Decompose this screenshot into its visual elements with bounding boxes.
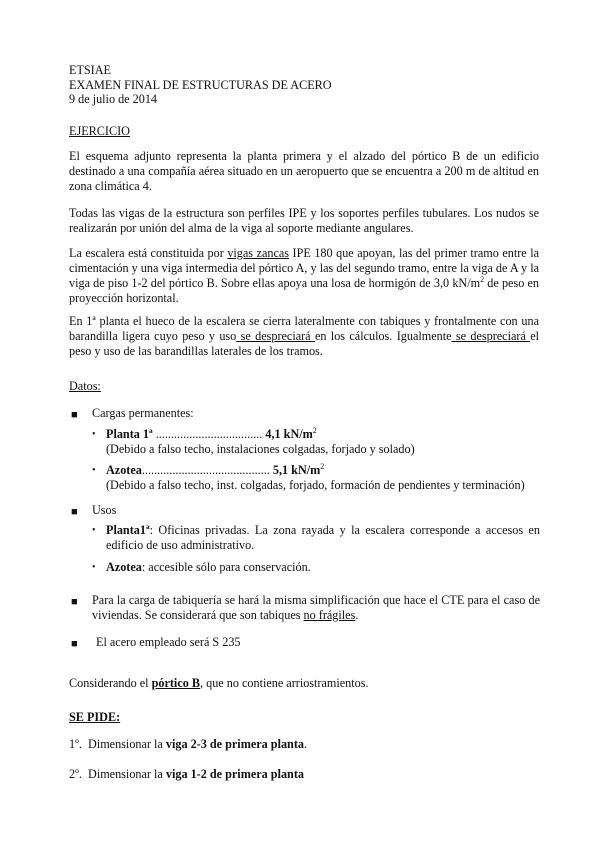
exam-date: 9 de julio de 2014 <box>69 92 158 106</box>
dot-bullet-icon: • <box>92 525 96 536</box>
load-floor-description: (Debido a falso techo, instalaciones colgadas, forjado y solado) <box>106 442 415 456</box>
paragraph-stairs: La escalera está constituida por vigas zancas IPE 180 que apoyan, las del primer tramo entre la cimentación y una viga intermedia del pórtico A, y las del segundo tramo, entre la viga de A y la viga de piso 1-2 del pórtico B. Sobre ellas apoya una losa de hormigón de 3,0 $kN/m^2$ de peso en proyección horizontal. <box>69 246 540 305</box>
considering-frame-text: Considerando el pórtico B, que no contiene arriostramientos. <box>69 676 369 690</box>
steel-grade-text: El acero empleado será S 235 <box>96 635 241 649</box>
permanent-loads-title: Cargas permanentes: <box>92 406 194 420</box>
section-title: EJERCICIO <box>69 124 130 138</box>
dot-bullet-icon: • <box>92 465 96 476</box>
paragraph-stair-opening: En 1ª planta el hueco de la escalera se cierra lateralmente con tabiques y frontalmente con una barandilla ligera cuyo peso y uso se despreciará en los cálculos. Igualmente se despreciará el peso y uso de las barandillas laterales de los tramos. <box>69 314 540 358</box>
square-bullet-icon: ■ <box>71 638 78 650</box>
square-bullet-icon: ■ <box>71 506 78 518</box>
load-roof-description: (Debido a falso techo, inst. colgadas, forjado, formación de pendientes y terminación) <box>106 478 525 492</box>
document-page: ETSIAE EXAMEN FINAL DE ESTRUCTURAS DE ACERO 9 de julio de 2014 EJERCICIO El esquema adjunto representa la planta primera y el alzado del pórtico B de un edificio destinado a una compañía aérea situado en un aeropuerto que se encuentra a 200 m de altitud en zona climática 4. Todas las vigas de la estructura son perfiles IPE y los soportes perfiles tubulares. Los nudos se realizarán por unión del alma de la viga al soporte mediante angulares. La escalera está constituida por vigas zancas IPE 180 que apoyan, las del primer tramo entre la cimentación y una viga intermedia del pórtico A, y las del segundo tramo, entre la viga de A y la viga de piso 1-2 del pórtico B. Sobre ellas apoya una losa de hormigón de 3,0 $kN/m^2$ de peso en proyección horizontal. En 1ª planta el hueco de la escalera se cierra lateralmente con tabiques y frontalmente con una barandilla ligera cuyo peso y uso se despreciará en los cálculos. Igualmente se despreciará el peso y uso de las barandillas laterales de los tramos. Datos: ■ Cargas permanentes: • Planta 1ª ................................... 4,1 $kN/m^2$ (Debido a falso techo, instalaciones colgadas, forjado y solado) • Azotea.......................................... 5,1 $kN/m^2$ (Debido a falso techo, inst. colgadas, forjado, formación de pendientes y terminación) ■ Usos • Planta1ª: Oficinas privadas. La zona rayada y la escalera corresponde a accesos en edificio de uso administrativo. • Azotea: accesible sólo para conservación. ■ Para la carga de tabiquería se hará la misma simplificación que hace el CTE para el caso de viviendas. Se considerará que son tabiques no frágiles. ■ El acero empleado será S 235 Considerando el pórtico B, que no contiene arriostramientos. SE PIDE: 1º. Dimensionar la viga 2-3 de primera planta. 2º. Dimensionar la viga 1-2 de primera planta <box>0 0 600 848</box>
square-bullet-icon: ■ <box>71 596 78 608</box>
exam-title: EXAMEN FINAL DE ESTRUCTURAS DE ACERO <box>69 77 332 92</box>
partition-load-paragraph: Para la carga de tabiquería se hará la misma simplificación que hace el CTE para el caso de viviendas. Se considerará que son tabiques no frágiles. <box>92 593 540 622</box>
school-name: ETSIAE <box>69 63 111 77</box>
uses-title: Usos <box>92 503 117 517</box>
document-header <box>69 63 549 107</box>
se-pide-title: SE PIDE: <box>69 710 121 724</box>
paragraph-description: El esquema adjunto representa la planta primera y el alzado del pórtico B de un edificio destinado a una compañía aérea situado en un aeropuerto que se encuentra a 200 m de altitud en zona climática 4. <box>69 149 539 193</box>
question-1: 1º. Dimensionar la viga 2-3 de primera planta. <box>69 737 308 751</box>
dot-bullet-icon: • <box>92 429 96 440</box>
square-bullet-icon: ■ <box>71 409 78 421</box>
paragraph-structure: Todas las vigas de la estructura son perfiles IPE y los soportes perfiles tubulares. Los nudos se realizarán por unión del alma de la viga al soporte mediante angulares. <box>69 206 539 235</box>
question-2: 2º. Dimensionar la viga 1-2 de primera planta <box>69 767 304 781</box>
data-section-title: Datos: <box>69 379 101 393</box>
dot-bullet-icon: • <box>92 562 96 573</box>
